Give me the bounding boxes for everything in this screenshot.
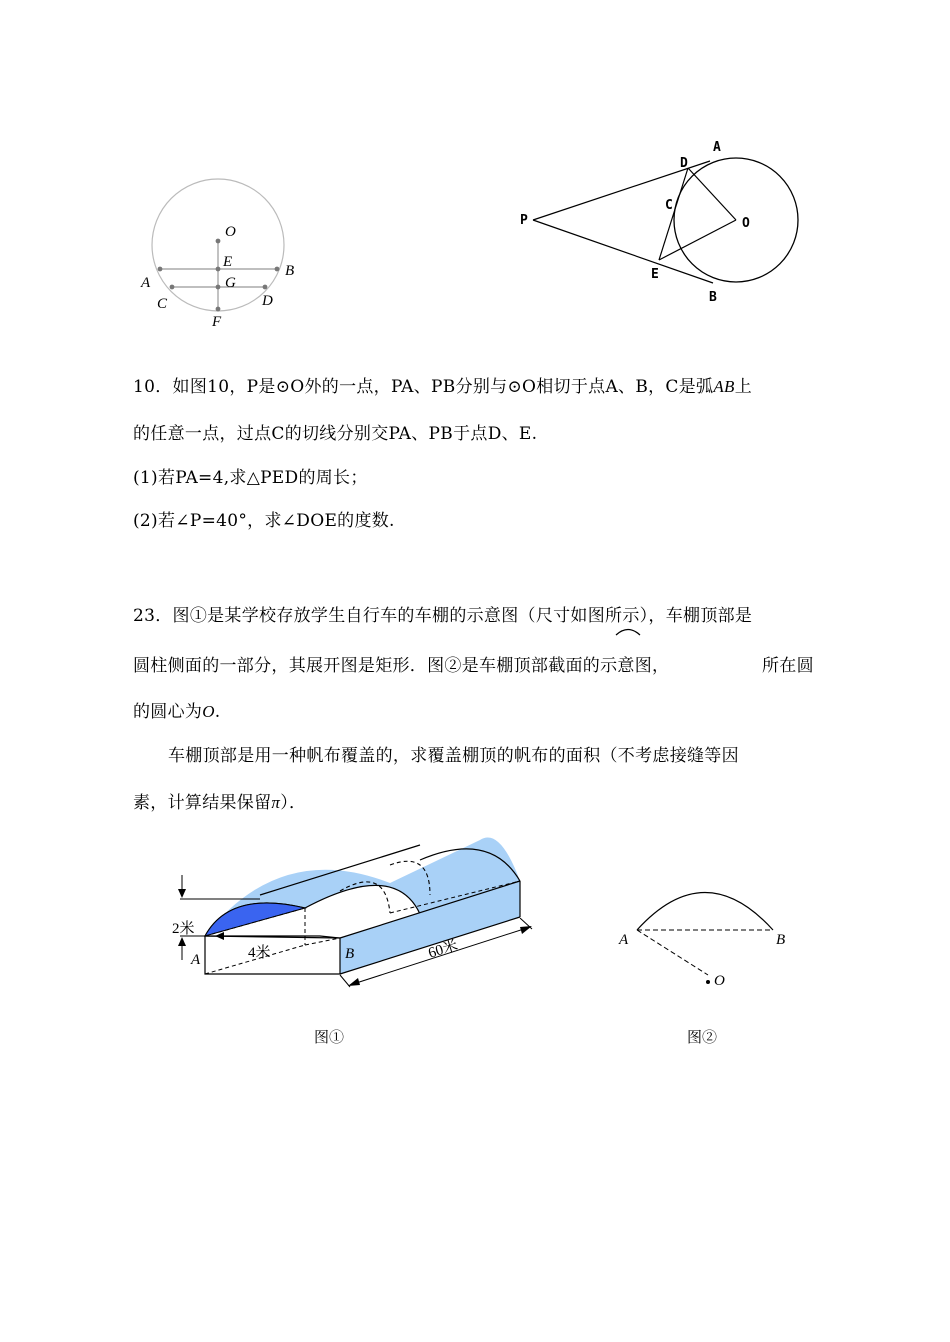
problem-23-line-5: [133, 788, 306, 813]
center-o-variable: O: [202, 702, 215, 721]
label-c-tangent: C: [665, 198, 673, 213]
section-figure: [615, 875, 800, 995]
caption-figure-2: 图②: [687, 1028, 718, 1046]
label-4m: 4米: [248, 945, 271, 961]
label-e: E: [223, 254, 233, 270]
section-radius: [637, 930, 708, 975]
point-a: [158, 267, 163, 272]
point-e: [216, 267, 221, 272]
problem-23-line-3: [133, 697, 221, 722]
problem-23-line-5-suffix: ）．: [280, 793, 307, 813]
dim-2m-arrow-head-bottom: [178, 937, 186, 946]
dim-60m-tick-left: [340, 975, 350, 987]
label-b-shed: B: [345, 946, 355, 962]
label-f: F: [212, 314, 222, 330]
point-o: [216, 239, 221, 244]
label-a-shed: A: [191, 952, 201, 968]
problem-23-line-5-prefix: 素，计算结果保留: [133, 793, 272, 813]
problem-23-line-4: 车棚顶部是用一种帆布覆盖的，求覆盖棚顶的帆布的面积（不考虑接缝等因: [168, 746, 739, 766]
label-b-section: B: [776, 932, 786, 948]
arc-symbol: [613, 624, 643, 638]
dim-2m-arrow-head-top: [178, 889, 186, 898]
problem-10-part-1: (1)若PA=4,求△PED的周长；: [133, 468, 368, 488]
label-o-section: O: [714, 973, 725, 989]
section-arc: [637, 893, 773, 931]
label-b-tangent: B: [709, 290, 717, 305]
tangent-figure: [510, 135, 820, 315]
problem-23-line-1: 23．图①是某学校存放学生自行车的车棚的示意图（尺寸如图所示），车棚顶部是: [133, 606, 753, 626]
problem-23-line-2a: 圆柱侧面的一部分，其展开图是矩形．图②是车棚顶部截面的示意图，: [133, 656, 670, 676]
label-o-tangent: O: [742, 216, 750, 231]
label-2m: 2米: [172, 921, 195, 937]
label-60m: 60米: [426, 937, 460, 962]
problem-10-line-1: [133, 372, 752, 397]
point-c: [170, 285, 175, 290]
point-b: [275, 267, 280, 272]
label-b: B: [285, 263, 295, 279]
tangent-pb: [533, 220, 713, 283]
label-a-tangent: A: [713, 140, 721, 155]
label-o: O: [225, 224, 236, 240]
shed-front-section: [205, 903, 305, 936]
arc-ab-label: AB: [713, 377, 735, 396]
label-d: D: [262, 293, 273, 309]
label-e-tangent: E: [651, 267, 659, 282]
problem-23-line-3-prefix: 的圆心为: [133, 702, 203, 722]
label-c: C: [157, 296, 168, 312]
label-a: A: [141, 275, 151, 291]
segment-eo: [659, 220, 736, 260]
tangent-de: [659, 168, 688, 260]
caption-figure-1: 图①: [314, 1028, 345, 1046]
point-d: [263, 285, 268, 290]
section-center-point: [706, 980, 710, 984]
label-a-section: A: [619, 932, 629, 948]
problem-10-line-1-suffix: 上: [734, 377, 753, 397]
dim-60m-arrow-left: [348, 978, 360, 986]
shed-figure: [160, 835, 550, 995]
point-f: [216, 307, 221, 312]
problem-10-line-1-prefix: 10．如图10，P是⊙O外的一点，PA、PB分别与⊙O相切于点A、B，C是弧: [133, 377, 714, 397]
point-g: [216, 285, 221, 290]
label-g: G: [225, 275, 236, 291]
label-p-tangent: P: [520, 213, 528, 228]
circle-chord-figure: [120, 170, 320, 340]
problem-10-line-2: 的任意一点，过点C的切线分别交PA、PB于点D、E.: [133, 424, 538, 444]
problem-10-part-2: (2)若∠P=40°，求∠DOE的度数.: [133, 511, 395, 531]
pi-symbol: π: [271, 793, 281, 812]
segment-do: [688, 168, 736, 220]
problem-23-line-2b: 所在圆: [762, 656, 814, 676]
label-d-tangent: D: [680, 156, 688, 171]
problem-23-line-3-suffix: .: [214, 702, 221, 722]
